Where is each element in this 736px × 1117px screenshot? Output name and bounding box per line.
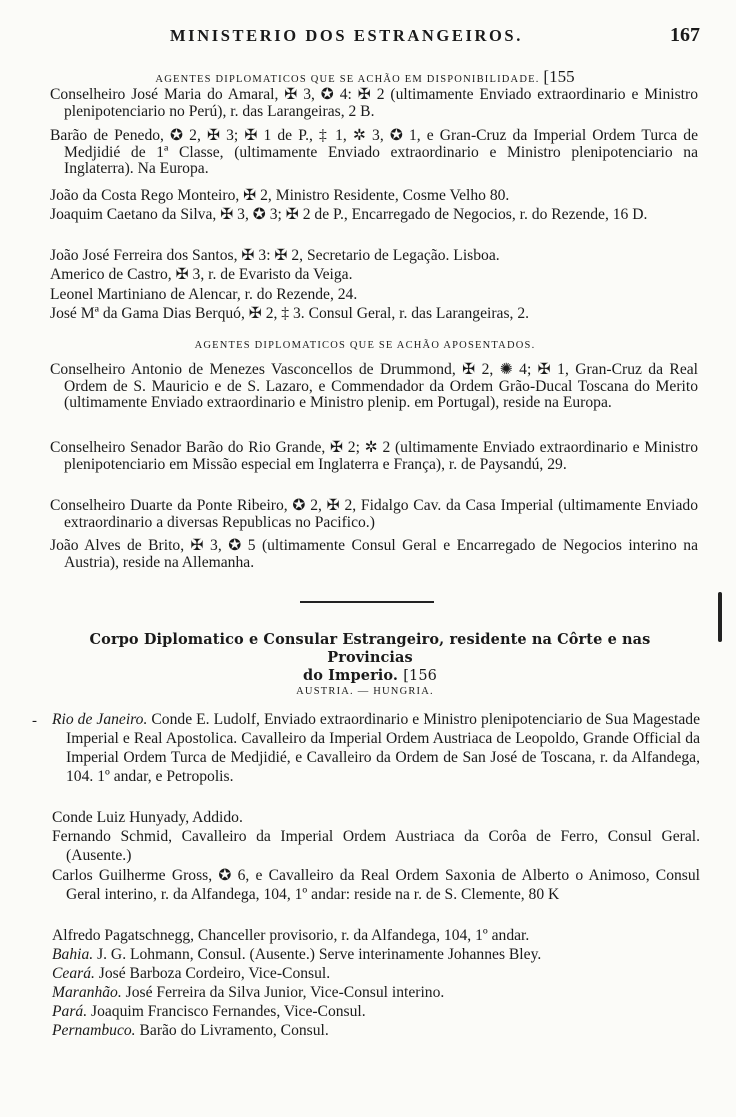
list-item: Conselheiro Senador Barão do Rio Grande, ✠ 2; ✲ 2 (ultimamente Enviado extraordinario e Ministro plenipotenciario em Missão especial em Inglaterra e França), r. de Paysandú, 29. [50,439,698,473]
list-item [52,983,700,1002]
list-item: Conselheiro Antonio de Menezes Vasconcellos de Drummond, ✠ 2, ✺ 4; ✠ 1, Gran-Cruz da Real Ordem de S. Mauricio e de S. Lazaro, e Commendador da Ordem Grão-Ducal Toscana do Merito (ultimamente Enviado extraordinario e Ministro plenip. em Portugal), reside na Europa. [50,361,698,412]
place-name: Pará. [52,1003,88,1020]
corpo-heading [60,631,680,685]
list-item [52,808,700,827]
corpo-title-line1: Corpo Diplomatico e Consular Estrangeiro, residente na Côrte e nas Provincias [89,631,651,666]
entry-text: Conde E. Ludolf, Enviado extraordinario e Ministro plenipotenciario de Sua Magestade Imperial e Real Apostolica. Cavalleiro da Imperial Ordem Austriaca de Leopoldo, Grande Official da Imperial Ordem Turca de Medjidié, e Cavalleiro da Ordem de San José de Toscana, r. da Alfandega, 104. 1º andar, e Petropolis. [66,711,700,785]
section-divider [300,601,434,603]
list-item [52,945,700,964]
page-number: 167 [670,24,700,46]
page-title: MINISTERIO DOS ESTRANGEIROS. [170,26,523,45]
list-item [52,1021,700,1040]
list-item: José Mª da Gama Dias Berquó, ✠ 2, ‡ 3. Consul Geral, r. das Larangeiras, 2. [50,305,530,322]
list-item [52,866,700,904]
list-item: João Alves de Brito, ✠ 3, ✪ 5 (ultimamente Consul Geral e Encarregado de Negocios interino na Austria), reside na Allemanha. [50,537,698,571]
list-item: João da Costa Rego Monteiro, ✠ 2, Ministro Residente, Cosme Velho 80. [50,187,510,204]
list-item: Barão de Penedo, ✪ 2, ✠ 3; ✠ 1 de P., ‡ 1, ✲ 3, ✪ 1, e Gran-Cruz da Imperial Ordem Turca de Medjidié de 1ª Classe, (ultimamente Enviado extraordinario e Ministro plenipotenciario na Inglaterra). Na Europa. [50,127,698,178]
entry-text: Alfredo Pagatschnegg, Chanceller provisorio, r. da Alfandega, 104, 1º andar. [52,927,530,944]
list-item: João José Ferreira dos Santos, ✠ 3: ✠ 2, Secretario de Legação. Lisboa. [50,247,500,264]
list-item: Joaquim Caetano da Silva, ✠ 3, ✪ 3; ✠ 2 de P., Encarregado de Negocios, r. do Rezende, 16 D. [50,206,648,223]
entry-text: Carlos Guilherme Gross, ✪ 6, e Cavalleiro da Real Ordem Saxonia de Alberto o Animoso, Consul Geral interino, r. da Alfandega, 104, 1º andar: reside na r. de S. Clemente, 80 K [52,867,700,903]
corpo-ref: [156 [403,668,437,684]
page-header [40,26,700,50]
place-name: Bahia. [52,946,94,963]
list-item: Conselheiro Duarte da Ponte Ribeiro, ✪ 2, ✠ 2, Fidalgo Cav. da Casa Imperial (ultimamente Enviado extraordinario a diversas Republicas no Pacifico.) [50,497,698,531]
list-item [52,964,700,983]
section-heading-text: AGENTES DIPLOMATICOS QUE SE ACHÃO EM DISPONIBILIDADE. [155,74,540,85]
entry-text: J. G. Lohmann, Consul. (Ausente.) Serve interinamente Johannes Bley. [97,946,542,963]
list-item [52,827,700,865]
place-name: Rio de Janeiro. [52,711,148,728]
entry-text: José Ferreira da Silva Junior, Vice-Consul interino. [125,984,445,1001]
list-item: Conselheiro José Maria do Amaral, ✠ 3, ✪ 4: ✠ 2 (ultimamente Enviado extraordinario e Ministro plenipotenciario no Perú), r. das Larangeiras, 2 B. [50,86,698,120]
corpo-title-line2: do Imperio. [303,667,399,684]
list-item: Leonel Martiniano de Alencar, r. do Rezende, 24. [50,286,358,303]
entry-text: Barão do Livramento, Consul. [139,1022,329,1039]
place-name: Pernambuco. [52,1022,136,1039]
place-name: Ceará. [52,965,95,982]
list-item: Americo de Castro, ✠ 3, r. de Evaristo da Veiga. [50,266,353,283]
side-mark: - [32,713,37,729]
country-heading [40,686,690,697]
entry-text: Joaquim Francisco Fernandes, Vice-Consul. [91,1003,366,1020]
margin-mark [718,592,722,642]
list-item [52,710,700,786]
section-ref: [155 [543,67,575,86]
list-item [52,1002,700,1021]
list-item [52,926,700,945]
section-heading-aposentados [40,340,690,351]
section-heading-disponibilidade [40,67,690,87]
country-heading-text: AUSTRIA. — HUNGRIA. [296,686,434,697]
entry-text: José Barboza Cordeiro, Vice-Consul. [98,965,331,982]
place-name: Maranhão. [52,984,122,1001]
entry-text: Conde Luiz Hunyady, Addido. [52,809,243,826]
section-heading-text: AGENTES DIPLOMATICOS QUE SE ACHÃO APOSENTADOS. [194,340,536,351]
entry-text: Fernando Schmid, Cavalleiro da Imperial Ordem Austriaca da Corôa de Ferro, Consul Geral. (Ausente.) [52,828,700,864]
